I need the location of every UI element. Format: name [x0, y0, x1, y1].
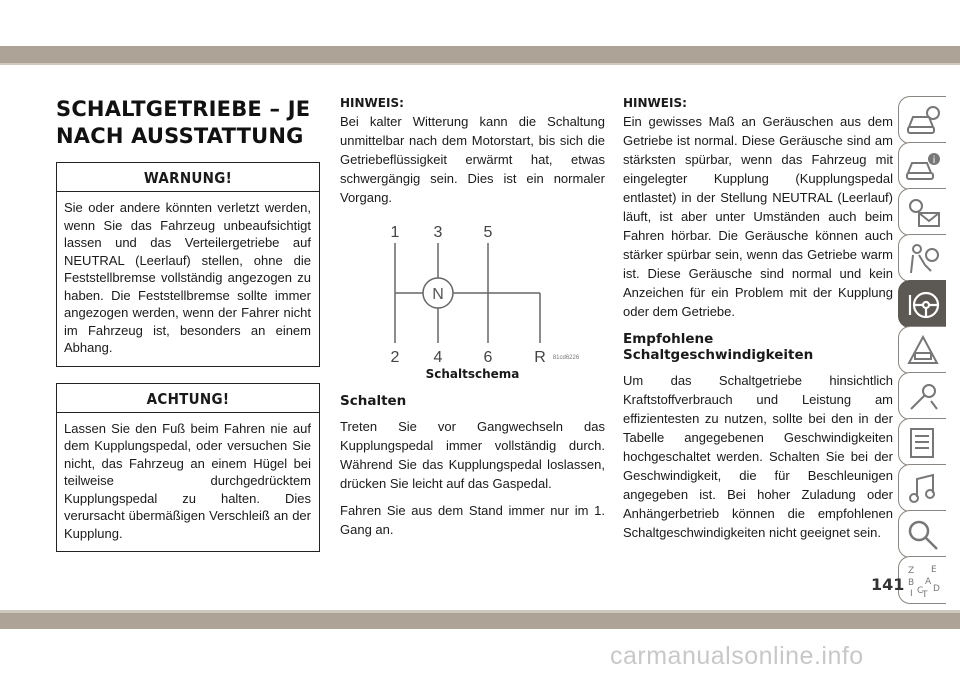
page-title: SCHALTGETRIEBE – JE NACH AUSSTATTUNG: [56, 97, 311, 148]
tab-warning-car[interactable]: [898, 326, 946, 374]
gear-label-2: 2: [390, 349, 400, 365]
column-middle: [340, 96, 605, 547]
gear-label-r: R: [534, 349, 546, 365]
spec-sheet-icon: [905, 425, 941, 461]
tab-airbag[interactable]: [898, 234, 946, 282]
speeds-heading: Empfohlene Schaltgeschwindigkeiten: [623, 331, 814, 363]
tab-lights-messages[interactable]: [898, 188, 946, 236]
svg-text:D: D: [933, 584, 940, 594]
note1-heading: HINWEIS:: [340, 96, 404, 110]
caution-text: Lassen Sie den Fuß beim Fahren nie auf dem Kupplungspedal, oder versuchen Sie nicht, das Fahrzeug an einem Hügel bei teilweise durchgedrücktem Kupplungspedal zu halten. Dies verursacht übermäßigen Verschleiß an der Kupplung.: [64, 420, 311, 541]
gear-label-5: 5: [483, 224, 493, 241]
svg-text:B: B: [908, 578, 915, 588]
note2-text: Ein gewisses Maß an Geräuschen aus dem Getriebe ist normal. Diese Geräusche sind am stärksten spürbar, wenn das Fahrzeug mit eingelegter Kupplung (Kupplungspedal entlastet) in der Stellung NEUTRAL (Leerlauf) läuft, ist aber unter Umständen auch beim Fahren hörbar. Die Geräusche können auch stärker spürbar sein, wenn das Getriebe warm ist. Diese Geräusche sind normal und kein Anzeichen für ein Problem mit der Kupplung oder dem Getriebe.: [623, 114, 893, 319]
tab-steering-key[interactable]: [898, 280, 946, 328]
svg-text:E: E: [931, 565, 937, 575]
tab-spec-sheet[interactable]: [898, 418, 946, 466]
watermark: carmanualsonline.info: [610, 642, 864, 670]
top-band: [0, 46, 960, 63]
tab-car-alert[interactable]: [898, 142, 946, 190]
caution-heading: ACHTUNG!: [57, 384, 319, 413]
column-left: [56, 96, 320, 568]
top-band-light: [0, 63, 960, 65]
note2-heading: HINWEIS:: [623, 96, 687, 110]
speeds-text: Um das Schaltgetriebe hinsichtlich Kraftstoffverbrauch und Leistung am effizientesten zu nutzen, sollte bei den in der Tabelle angegebenen Geschwindigkeiten hochgeschaltet werden. Schalten Sie bei der Geschwindigkeit, die für Beschleunigen angegeben ist. Bei hoher Zuladung oder Anhängerbetrieb können die empfohlenen Schaltgeschwindigkeiten nicht geeignet sein.: [623, 373, 893, 540]
lights-messages-icon: [905, 195, 941, 231]
schalten-para1: Treten Sie vor Gangwechseln das Kupplungspedal immer vollständig durch. Während Sie das Kupplungspedal loslassen, drücken Sie leicht auf das Gaspedal.: [340, 419, 605, 491]
svg-text:I: I: [910, 589, 913, 599]
gear-label-3: 3: [433, 224, 443, 241]
gear-label-4: 4: [433, 349, 443, 365]
page-number: 141: [871, 575, 905, 594]
index-letters-icon: [905, 563, 941, 599]
svg-text:T: T: [922, 590, 928, 599]
caution-box: [56, 383, 320, 553]
figure-code: 81cd6226: [552, 355, 580, 361]
steering-key-icon: [905, 287, 941, 323]
svg-text:C: C: [917, 586, 924, 596]
gear-label-6: 6: [483, 349, 493, 365]
column-right: [623, 96, 893, 550]
tab-multimedia[interactable]: [898, 464, 946, 512]
tab-index[interactable]: [898, 556, 946, 604]
svg-text:i: i: [932, 155, 936, 166]
warning-heading: WARNUNG!: [57, 163, 319, 192]
car-info-icon: [905, 103, 941, 139]
warning-text: Sie oder andere könnten verletzt werden, wenn Sie das Fahrzeug unbeaufsichtigt lassen und das Verteilergetriebe auf NEUTRAL (Leerlauf) stellen, ohne die Feststellbremse vollständig angezogen zu haben. Die Feststellbremse sollte immer angezogen werden, wenn der Fahrer nicht im Fahrzeug ist, besonders an einem Abhang.: [64, 200, 311, 355]
wrench-icon: [905, 379, 941, 415]
gear-label-1: 1: [390, 224, 400, 241]
tab-search[interactable]: [898, 510, 946, 558]
shift-pattern-diagram: [340, 215, 605, 365]
airbag-person-icon: [905, 241, 941, 277]
warning-car-icon: [905, 333, 941, 369]
neutral-label: N: [432, 286, 444, 303]
tab-car-info[interactable]: [898, 96, 946, 144]
warning-box: [56, 162, 320, 367]
schalten-para2: Fahren Sie aus dem Stand immer nur im 1. Gang an.: [340, 503, 605, 537]
svg-text:A: A: [925, 577, 932, 587]
diagram-caption: Schaltschema: [425, 367, 520, 381]
tab-wrench[interactable]: [898, 372, 946, 420]
search-icon: [905, 517, 941, 553]
schalten-heading: Schalten: [340, 393, 407, 409]
car-alert-icon: [905, 149, 941, 185]
bottom-band: [0, 613, 960, 629]
shift-pattern-svg: [340, 215, 605, 365]
note1-text: Bei kalter Witterung kann die Schaltung unmittelbar nach dem Motorstart, bis sich die Getriebeflüssigkeit erwärmt hat, etwas schwergängig sein. Dies ist ein normaler Vorgang.: [340, 114, 605, 205]
svg-text:Z: Z: [908, 566, 915, 576]
multimedia-icon: [905, 471, 941, 507]
